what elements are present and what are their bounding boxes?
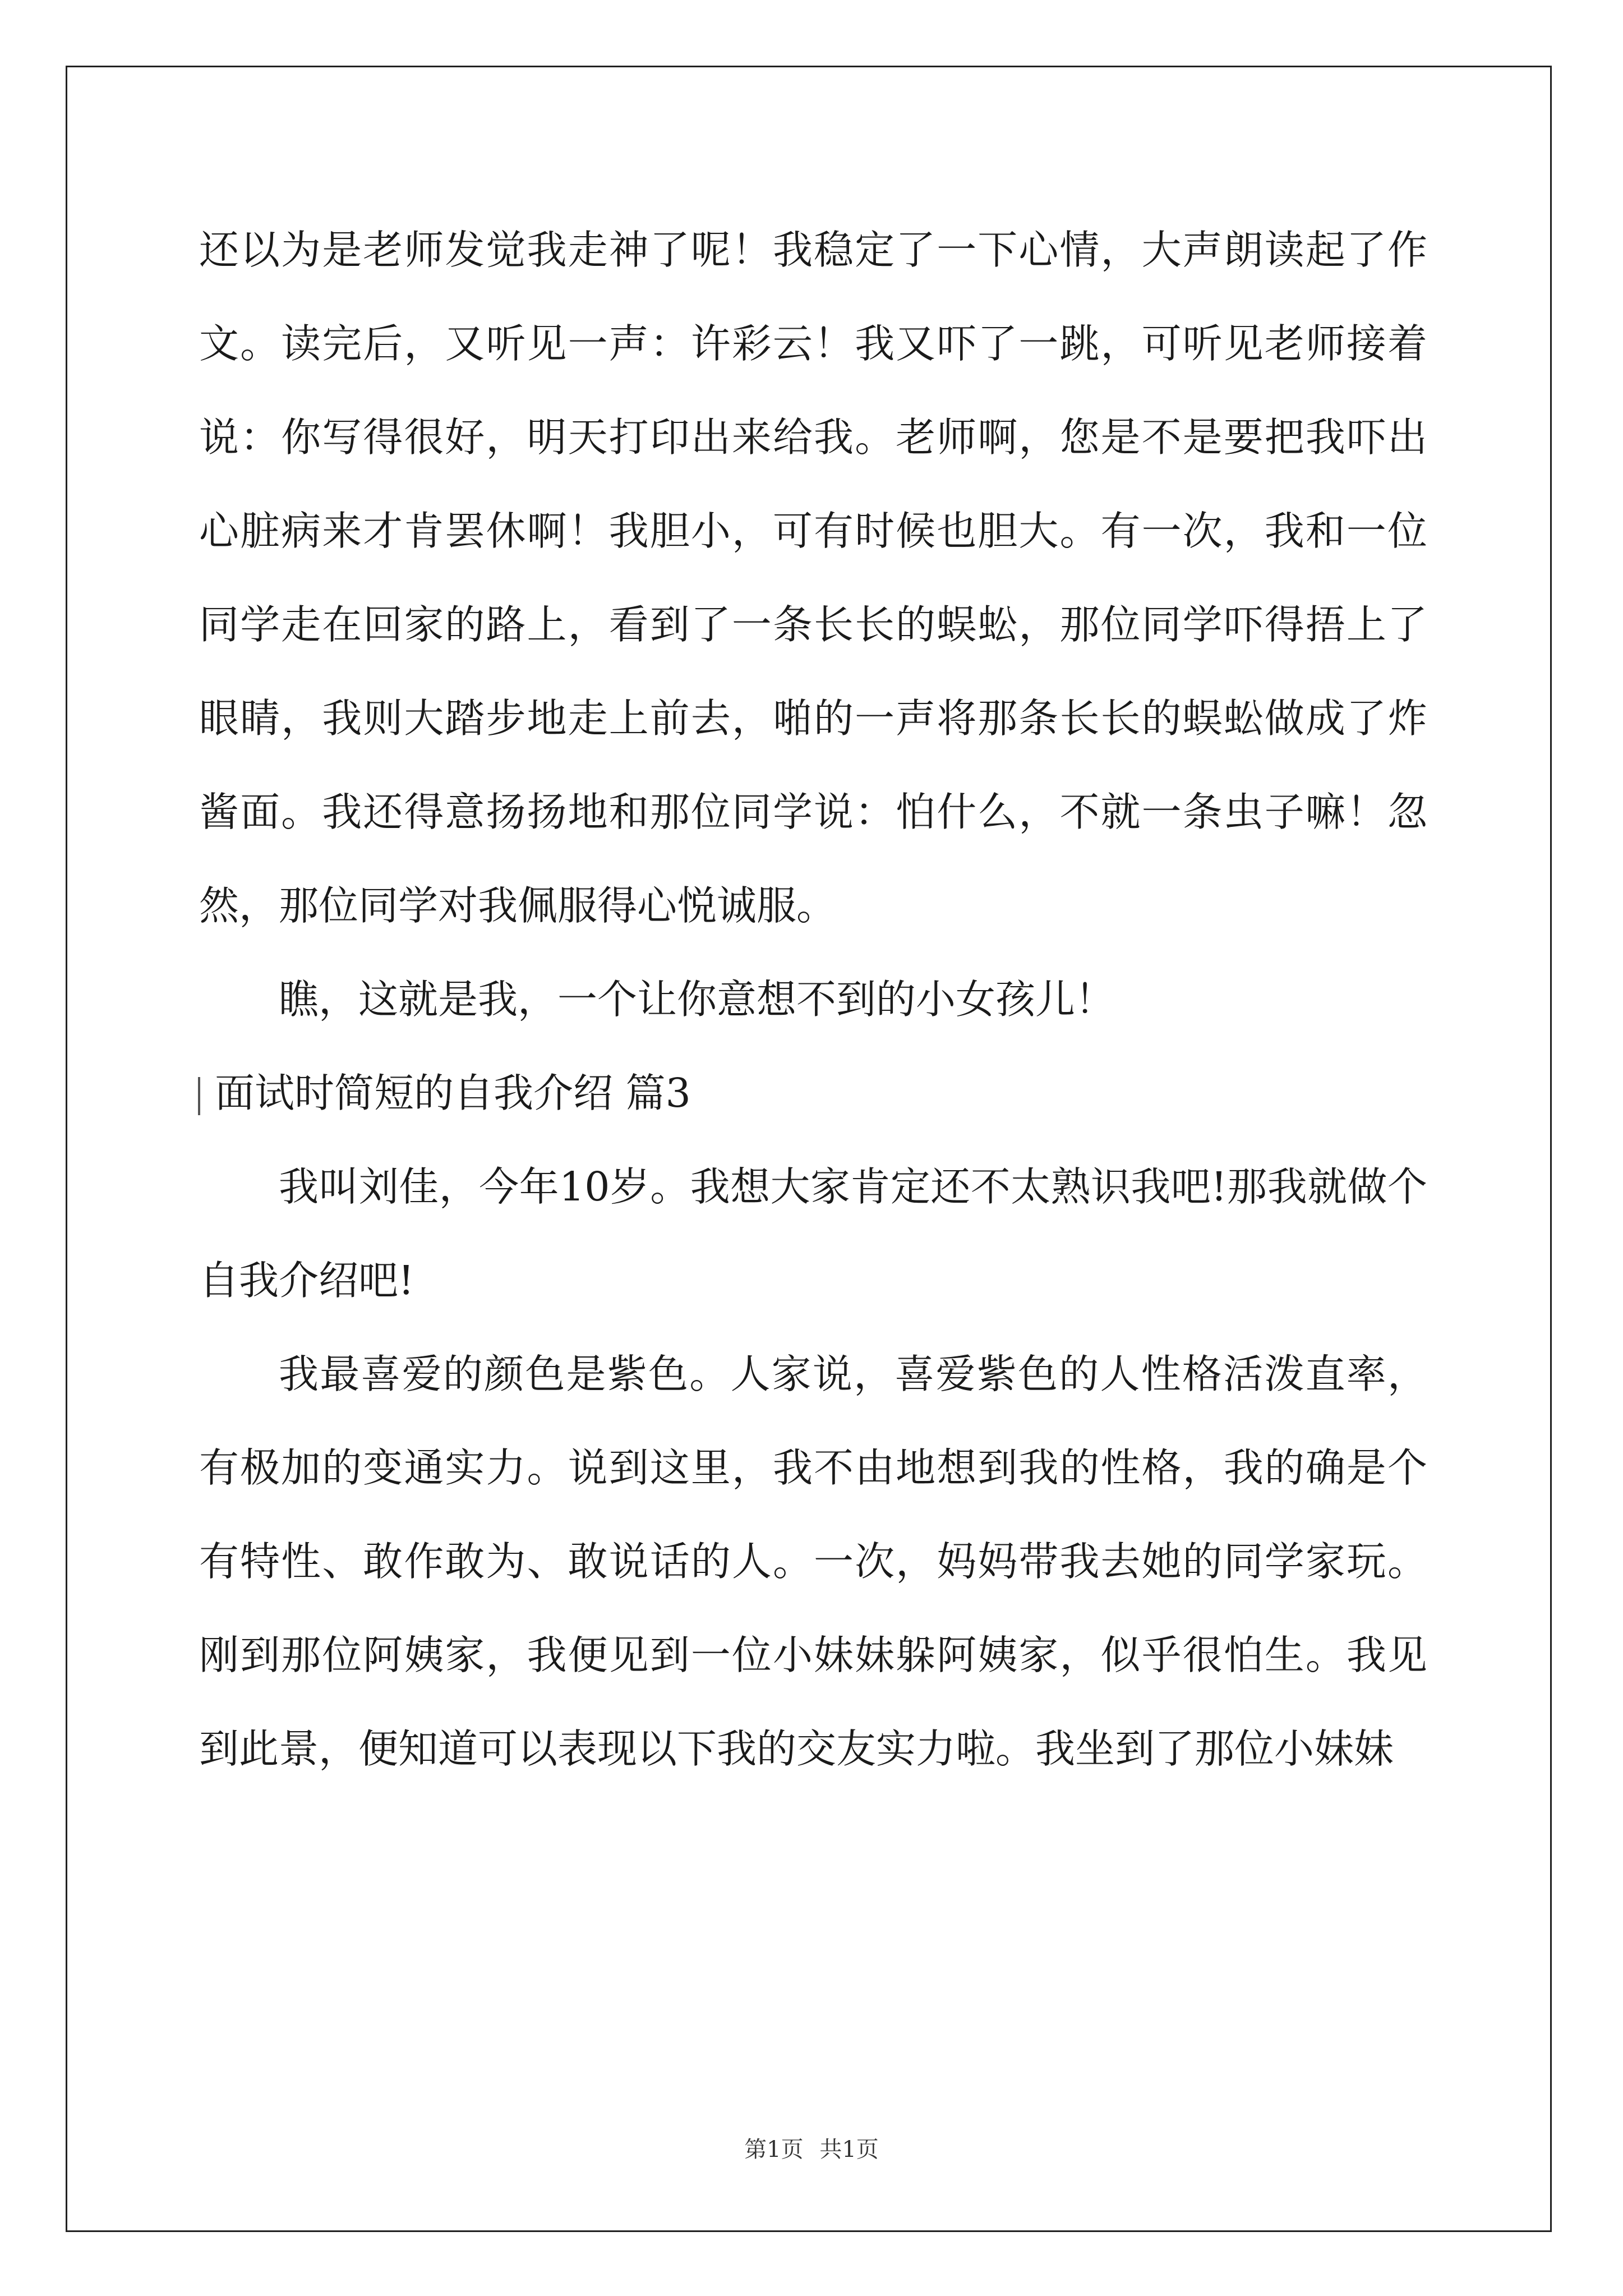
section-heading-text: 面试时简短的自我介绍 篇3 — [215, 1070, 691, 1116]
page-footer — [0, 2132, 1623, 2164]
paragraph-intro: 我叫刘佳，今年10岁。我想大家肯定还不太熟识我吧!那我就做个自我介绍吧! — [199, 1163, 1427, 1304]
paragraph-continuation: 还以为是老师发觉我走神了呢！我稳定了一下心情，大声朗读起了作文。读完后，又听见一声：许彩云！我又吓了一跳，可听见老师接着说：你写得很好，明天打印出来给我。老师啊，您是不是要把我吓出心脏病来才肯罢休啊！我胆小，可有时候也胆大。有一次，我和一位同学走在回家的路上，看到了一条长长的蜈蚣，那位同学吓得捂上了眼睛，我则大踏步地走上前去，啪的一声将那条长长的蜈蚣做成了炸酱面。我还得意扬扬地和那位同学说：怕什么，不就一条虫子嘛！忽然，那位同学对我佩服得心悦诚服。 — [199, 227, 1427, 929]
section-heading — [199, 1046, 1427, 1140]
paragraph-closing: 瞧，这就是我，一个让你意想不到的小女孩儿！ — [279, 976, 1115, 1023]
heading-marker — [198, 1077, 200, 1115]
page-total: 共1页 — [819, 2137, 879, 2162]
paragraph-body: 我最喜爱的颜色是紫色。人家说，喜爱紫色的人性格活泼直率，有极加的变通实力。说到这里，我不由地想到我的性格，我的确是个有特性、敢作敢为、敢说话的人。一次，妈妈带我去她的同学家玩。刚到那位阿姨家，我便见到一位小妹妹躲阿姨家，似乎很怕生。我见到此景，便知道可以表现以下我的交友实力啦。我坐到了那位小妹妹 — [199, 1351, 1427, 1772]
document-body — [199, 203, 1427, 1796]
page-number: 第1页 — [744, 2137, 804, 2162]
